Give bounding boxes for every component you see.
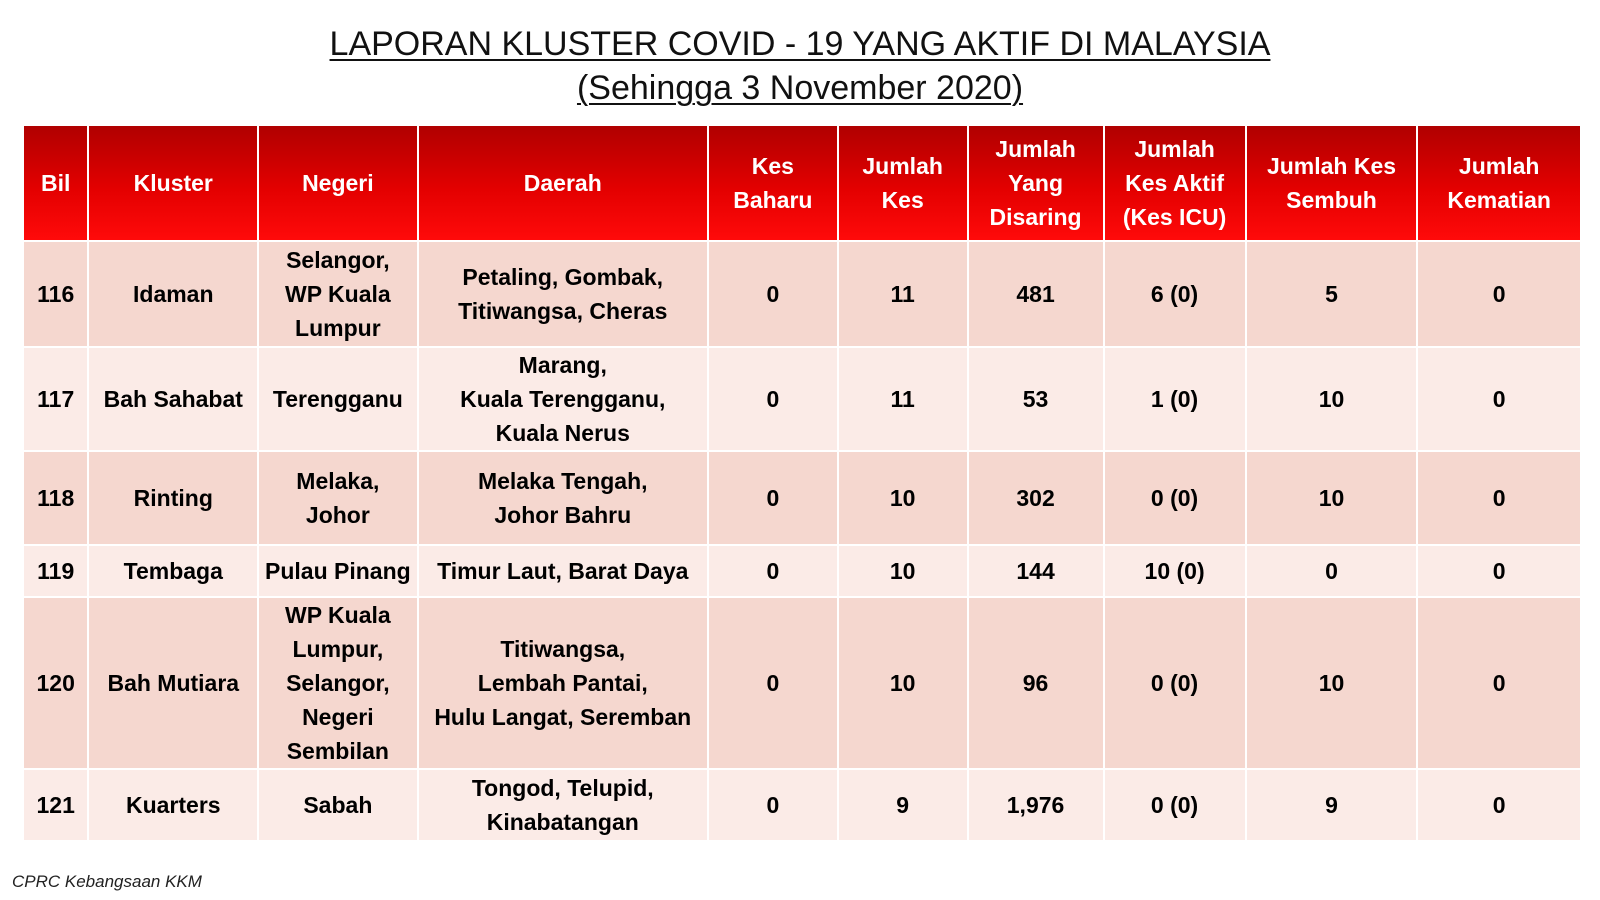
cell-kluster: Rinting — [88, 451, 258, 545]
cell-jumlah-kes: 10 — [838, 597, 968, 769]
table-row — [23, 241, 1581, 347]
cell-kluster: Bah Sahabat — [88, 347, 258, 451]
cell-daerah: Timur Laut, Barat Daya — [418, 545, 708, 597]
cell-daerah: Titiwangsa, Lembah Pantai, Hulu Langat, Seremban — [418, 597, 708, 769]
cell-kes-baharu: 0 — [708, 347, 838, 451]
header-kluster: Kluster — [88, 125, 258, 241]
cell-negeri: Pulau Pinang — [258, 545, 417, 597]
cell-sembuh: 10 — [1246, 451, 1418, 545]
cell-aktif-icu: 1 (0) — [1104, 347, 1246, 451]
header-kes-sembuh: Jumlah Kes Sembuh — [1246, 125, 1418, 241]
cell-kematian: 0 — [1417, 545, 1581, 597]
cell-daerah: Tongod, Telupid, Kinabatangan — [418, 769, 708, 841]
report-title — [0, 22, 1600, 110]
table-row — [23, 597, 1581, 769]
header-kematian: Jumlah Kematian — [1417, 125, 1581, 241]
cluster-report-table — [22, 124, 1582, 842]
cell-kematian: 0 — [1417, 769, 1581, 841]
cell-sembuh: 10 — [1246, 597, 1418, 769]
cell-sembuh: 5 — [1246, 241, 1418, 347]
cell-daerah: Melaka Tengah, Johor Bahru — [418, 451, 708, 545]
source-footnote: CPRC Kebangsaan KKM — [12, 872, 202, 891]
header-kes-baharu: Kes Baharu — [708, 125, 838, 241]
cell-sembuh: 0 — [1246, 545, 1418, 597]
header-negeri: Negeri — [258, 125, 417, 241]
cell-kematian: 0 — [1417, 347, 1581, 451]
cell-jumlah-kes: 9 — [838, 769, 968, 841]
cell-kematian: 0 — [1417, 451, 1581, 545]
table-row — [23, 347, 1581, 451]
cell-bil: 116 — [23, 241, 88, 347]
header-kes-aktif: Jumlah Kes Aktif (Kes ICU) — [1104, 125, 1246, 241]
table-row — [23, 451, 1581, 545]
cell-disaring: 53 — [968, 347, 1104, 451]
cell-kematian: 0 — [1417, 597, 1581, 769]
header-jumlah-kes: Jumlah Kes — [838, 125, 968, 241]
cell-jumlah-kes: 10 — [838, 545, 968, 597]
report-title-date: (Sehingga 3 November 2020) — [576, 69, 1024, 107]
cell-disaring: 96 — [968, 597, 1104, 769]
cell-negeri: WP Kuala Lumpur, Selangor, Negeri Sembilan — [258, 597, 417, 769]
header-daerah: Daerah — [418, 125, 708, 241]
cell-sembuh: 10 — [1246, 347, 1418, 451]
cell-kluster: Bah Mutiara — [88, 597, 258, 769]
table-header-row — [23, 125, 1581, 241]
cell-kluster: Idaman — [88, 241, 258, 347]
cell-bil: 121 — [23, 769, 88, 841]
cell-kes-baharu: 0 — [708, 769, 838, 841]
cell-bil: 117 — [23, 347, 88, 451]
cell-negeri: Melaka, Johor — [258, 451, 417, 545]
cell-kes-baharu: 0 — [708, 545, 838, 597]
cell-negeri: Terengganu — [258, 347, 417, 451]
cell-aktif-icu: 0 (0) — [1104, 597, 1246, 769]
cell-jumlah-kes: 10 — [838, 451, 968, 545]
report-title-main: LAPORAN KLUSTER COVID - 19 YANG AKTIF DI MALAYSIA — [329, 25, 1271, 63]
cell-kluster: Tembaga — [88, 545, 258, 597]
cell-kes-baharu: 0 — [708, 241, 838, 347]
cell-kes-baharu: 0 — [708, 597, 838, 769]
cell-bil: 120 — [23, 597, 88, 769]
cell-aktif-icu: 0 (0) — [1104, 769, 1246, 841]
cell-aktif-icu: 10 (0) — [1104, 545, 1246, 597]
cell-disaring: 302 — [968, 451, 1104, 545]
cell-kematian: 0 — [1417, 241, 1581, 347]
table-row — [23, 545, 1581, 597]
cell-jumlah-kes: 11 — [838, 347, 968, 451]
cell-sembuh: 9 — [1246, 769, 1418, 841]
cell-disaring: 144 — [968, 545, 1104, 597]
cell-bil: 118 — [23, 451, 88, 545]
cell-kluster: Kuarters — [88, 769, 258, 841]
cell-jumlah-kes: 11 — [838, 241, 968, 347]
cell-daerah: Petaling, Gombak, Titiwangsa, Cheras — [418, 241, 708, 347]
table-row — [23, 769, 1581, 841]
cell-negeri: Selangor, WP Kuala Lumpur — [258, 241, 417, 347]
header-jumlah-disaring: Jumlah Yang Disaring — [968, 125, 1104, 241]
cell-disaring: 481 — [968, 241, 1104, 347]
cell-aktif-icu: 6 (0) — [1104, 241, 1246, 347]
cell-bil: 119 — [23, 545, 88, 597]
cell-aktif-icu: 0 (0) — [1104, 451, 1246, 545]
cell-kes-baharu: 0 — [708, 451, 838, 545]
cell-daerah: Marang, Kuala Terengganu, Kuala Nerus — [418, 347, 708, 451]
header-bil: Bil — [23, 125, 88, 241]
cell-disaring: 1,976 — [968, 769, 1104, 841]
cell-negeri: Sabah — [258, 769, 417, 841]
